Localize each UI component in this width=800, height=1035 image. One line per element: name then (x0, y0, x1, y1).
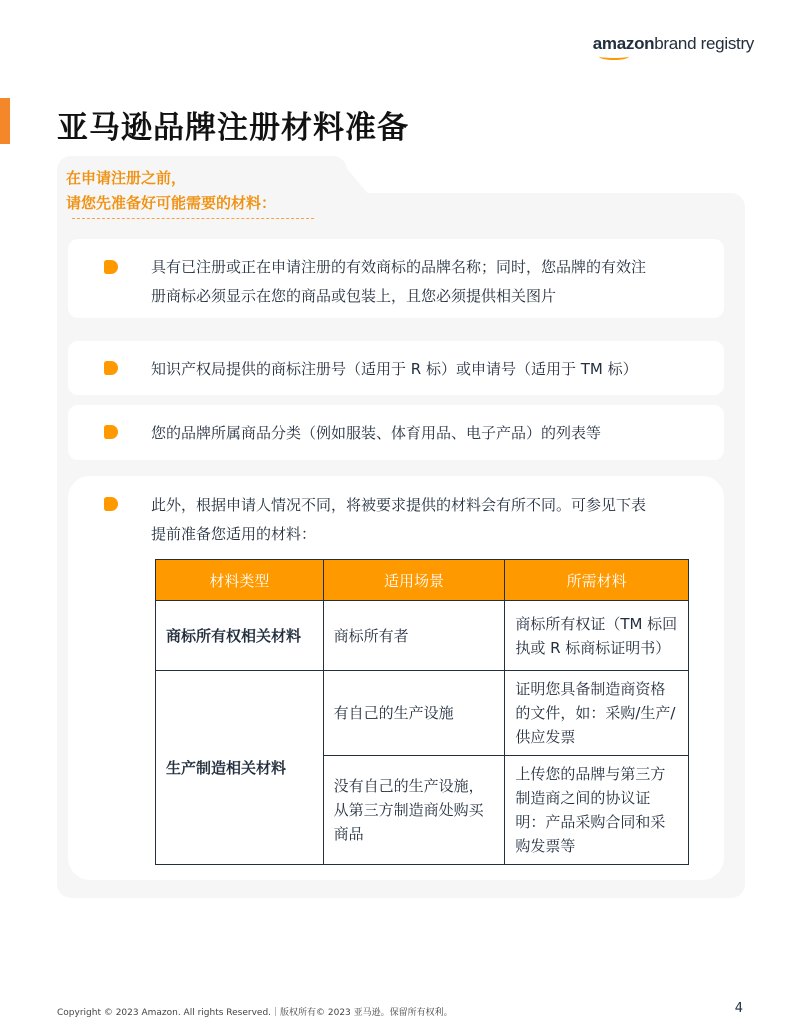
page-title: 亚马逊品牌注册材料准备 (57, 110, 409, 146)
scenario-cell: 有自己的生产设施 (323, 671, 505, 756)
material-item-3: 您的品牌所属商品分类（例如服装、体育用品、电子产品）的列表等 (151, 424, 602, 442)
table-row (156, 601, 689, 671)
column-header-scenario: 适用场景 (323, 560, 505, 601)
material-item-1-line-1: 具有已注册或正在申请注册的有效商标的品牌名称；同时，您品牌的有效注 (151, 258, 647, 276)
column-header-required-materials: 所需材料 (505, 560, 689, 601)
logo-amazon-text: amazon (592, 34, 655, 53)
logo-brand-registry-text: brand registry (654, 34, 754, 53)
materials-cell: 上传您的品牌与第三方制造商之间的协议证明：产品采购合同和采购发票等 (505, 756, 689, 865)
column-header-material-type: 材料类型 (156, 560, 324, 601)
title-accent-bar (0, 98, 10, 144)
intro-line-2: 请您先准备好可能需要的材料： (66, 194, 277, 212)
requirements-table (155, 559, 689, 865)
material-item-1 (151, 253, 646, 311)
table-row (156, 671, 689, 756)
materials-cell: 商标所有权证（TM 标回执或 R 标商标证明书） (505, 601, 689, 671)
intro-line-1: 在申请注册之前， (66, 169, 187, 187)
amazon-smile-icon (599, 53, 629, 60)
category-cell: 生产制造相关材料 (156, 671, 324, 865)
material-item-4-line-1: 此外，根据申请人情况不同，将被要求提供的材料会有所不同。可参见下表 (151, 496, 647, 514)
scenario-cell: 商标所有者 (323, 601, 505, 671)
table-header-row (156, 560, 689, 601)
intro-dashed-underline (72, 218, 314, 219)
scenario-cell: 没有自己的生产设施，从第三方制造商处购买商品 (323, 756, 505, 865)
material-item-2: 知识产权局提供的商标注册号（适用于 R 标）或申请号（适用于 TM 标） (151, 360, 638, 378)
bullet-icon (104, 260, 118, 274)
bullet-icon (104, 497, 118, 511)
category-cell: 商标所有权相关材料 (156, 601, 324, 671)
copyright-footer: Copyright © 2023 Amazon. All rights Reserved.｜版权所有© 2023 亚马逊。保留所有权利。 (57, 1008, 453, 1018)
page-number: 4 (734, 1001, 743, 1016)
bullet-icon (104, 425, 118, 439)
intro-text (66, 166, 276, 216)
material-item-4 (151, 491, 646, 549)
material-item-1-line-2: 册商标必须显示在您的商品或包装上，且您必须提供相关图片 (151, 287, 557, 305)
bullet-icon (104, 361, 118, 375)
material-item-4-line-2: 提前准备您适用的材料： (151, 525, 317, 543)
materials-cell: 证明您具备制造商资格的文件，如：采购/生产/供应发票 (505, 671, 689, 756)
amazon-brand-registry-logo (593, 34, 754, 54)
